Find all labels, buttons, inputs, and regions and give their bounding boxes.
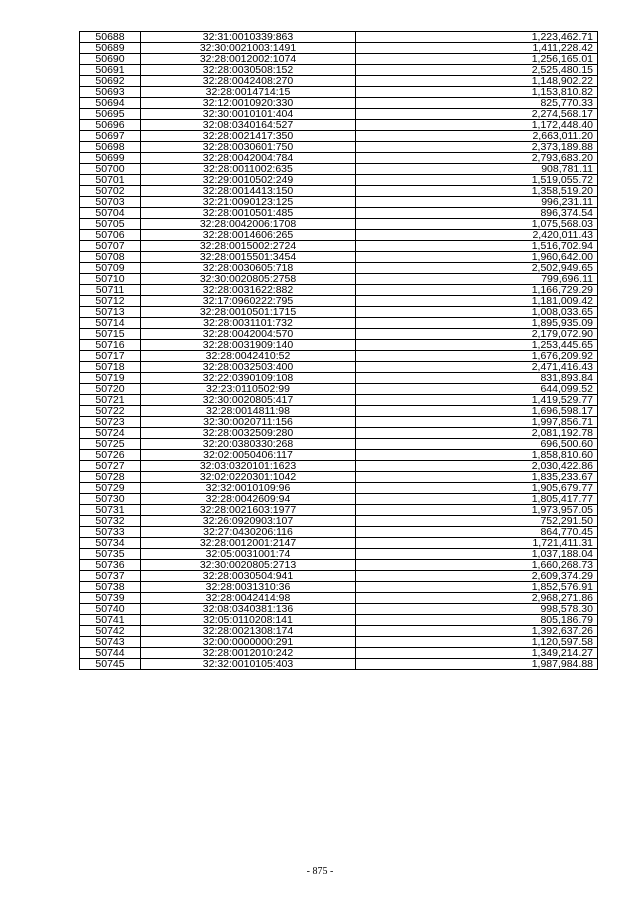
cadastral-number-cell: 32:28:0012002:1074 [141, 54, 356, 65]
cadastral-number-cell: 32:28:0042414:98 [141, 593, 356, 604]
amount-cell: 644,099.52 [356, 384, 598, 395]
cadastral-number-cell: 32:28:0011002:635 [141, 164, 356, 175]
row-number-cell: 50692 [80, 76, 141, 87]
table-row [80, 516, 598, 527]
row-number-cell: 50704 [80, 208, 141, 219]
cadastral-number-cell: 32:28:0015501:3454 [141, 252, 356, 263]
table-row [80, 604, 598, 615]
amount-cell: 2,420,011.43 [356, 230, 598, 241]
row-number-cell: 50701 [80, 175, 141, 186]
table-row [80, 186, 598, 197]
amount-cell: 1,519,055.72 [356, 175, 598, 186]
cadastral-number-cell: 32:28:0032503:400 [141, 362, 356, 373]
cadastral-number-cell: 32:28:0030504:941 [141, 571, 356, 582]
row-number-cell: 50693 [80, 87, 141, 98]
row-number-cell: 50728 [80, 472, 141, 483]
cadastral-number-cell: 32:05:0031001:74 [141, 549, 356, 560]
amount-cell: 799,696.11 [356, 274, 598, 285]
cadastral-number-cell: 32:30:0010101:404 [141, 109, 356, 120]
cadastral-number-cell: 32:28:0030508:152 [141, 65, 356, 76]
cadastral-number-cell: 32:28:0030605:718 [141, 263, 356, 274]
table-row [80, 274, 598, 285]
amount-cell: 1,120,597.58 [356, 637, 598, 648]
amount-cell: 896,374.54 [356, 208, 598, 219]
amount-cell: 2,793,683.20 [356, 153, 598, 164]
row-number-cell: 50694 [80, 98, 141, 109]
cadastral-number-cell: 32:20:0380330:268 [141, 439, 356, 450]
amount-cell: 1,392,637.26 [356, 626, 598, 637]
cadastral-number-cell: 32:28:0014811:98 [141, 406, 356, 417]
row-number-cell: 50710 [80, 274, 141, 285]
row-number-cell: 50713 [80, 307, 141, 318]
table-row [80, 263, 598, 274]
table-row [80, 417, 598, 428]
amount-cell: 1,148,902.22 [356, 76, 598, 87]
amount-cell: 1,172,448.40 [356, 120, 598, 131]
cadastral-number-cell: 32:28:0031101:732 [141, 318, 356, 329]
table-row [80, 252, 598, 263]
table-row [80, 549, 598, 560]
table-row [80, 131, 598, 142]
cadastral-number-cell: 32:28:0031622:882 [141, 285, 356, 296]
row-number-cell: 50707 [80, 241, 141, 252]
cadastral-number-cell: 32:28:0010501:485 [141, 208, 356, 219]
table-row [80, 230, 598, 241]
amount-cell: 1,721,411.31 [356, 538, 598, 549]
row-number-cell: 50703 [80, 197, 141, 208]
amount-cell: 2,525,480.15 [356, 65, 598, 76]
table-row [80, 164, 598, 175]
cadastral-number-cell: 32:28:0014714:15 [141, 87, 356, 98]
amount-cell: 1,973,957.05 [356, 505, 598, 516]
cadastral-number-cell: 32:22:0390109:108 [141, 373, 356, 384]
table-row [80, 98, 598, 109]
row-number-cell: 50737 [80, 571, 141, 582]
amount-cell: 1,349,214.27 [356, 648, 598, 659]
row-number-cell: 50715 [80, 329, 141, 340]
table-row [80, 483, 598, 494]
row-number-cell: 50690 [80, 54, 141, 65]
table-row [80, 241, 598, 252]
table-row [80, 406, 598, 417]
amount-cell: 1,852,576.91 [356, 582, 598, 593]
table-row [80, 439, 598, 450]
amount-cell: 1,037,188.04 [356, 549, 598, 560]
table-row [80, 593, 598, 604]
row-number-cell: 50733 [80, 527, 141, 538]
amount-cell: 1,181,009.42 [356, 296, 598, 307]
cadastral-number-cell: 32:28:0021308:174 [141, 626, 356, 637]
amount-cell: 1,895,935.09 [356, 318, 598, 329]
cadastral-number-cell: 32:28:0042408:270 [141, 76, 356, 87]
cadastral-number-cell: 32:28:0042006:1708 [141, 219, 356, 230]
amount-cell: 1,696,598.17 [356, 406, 598, 417]
cadastral-number-cell: 32:30:0021003:1491 [141, 43, 356, 54]
cadastral-number-cell: 32:28:0042609:94 [141, 494, 356, 505]
table-row [80, 538, 598, 549]
row-number-cell: 50727 [80, 461, 141, 472]
table-body [80, 32, 598, 670]
amount-cell: 2,373,189.88 [356, 142, 598, 153]
row-number-cell: 50724 [80, 428, 141, 439]
row-number-cell: 50735 [80, 549, 141, 560]
cadastral-number-cell: 32:31:0010339:863 [141, 32, 356, 43]
row-number-cell: 50705 [80, 219, 141, 230]
row-number-cell: 50741 [80, 615, 141, 626]
amount-cell: 1,411,228.42 [356, 43, 598, 54]
amount-cell: 2,609,374.29 [356, 571, 598, 582]
amount-cell: 752,291.50 [356, 516, 598, 527]
row-number-cell: 50691 [80, 65, 141, 76]
amount-cell: 2,663,011.20 [356, 131, 598, 142]
table-row [80, 175, 598, 186]
row-number-cell: 50738 [80, 582, 141, 593]
table-row [80, 384, 598, 395]
amount-cell: 805,186.79 [356, 615, 598, 626]
amount-cell: 1,253,445.65 [356, 340, 598, 351]
table-row [80, 76, 598, 87]
row-number-cell: 50734 [80, 538, 141, 549]
row-number-cell: 50721 [80, 395, 141, 406]
cadastral-number-cell: 32:28:0031310:36 [141, 582, 356, 593]
cadastral-number-cell: 32:28:0010501:1715 [141, 307, 356, 318]
row-number-cell: 50697 [80, 131, 141, 142]
cadastral-number-cell: 32:28:0021417:350 [141, 131, 356, 142]
table-row [80, 153, 598, 164]
amount-cell: 2,179,072.90 [356, 329, 598, 340]
table-row [80, 307, 598, 318]
row-number-cell: 50712 [80, 296, 141, 307]
row-number-cell: 50702 [80, 186, 141, 197]
cadastral-number-cell: 32:32:0010109:96 [141, 483, 356, 494]
amount-cell: 1,153,810.82 [356, 87, 598, 98]
cadastral-number-cell: 32:28:0031909:140 [141, 340, 356, 351]
table-row [80, 615, 598, 626]
amount-cell: 1,987,984.88 [356, 659, 598, 670]
table-row [80, 219, 598, 230]
row-number-cell: 50739 [80, 593, 141, 604]
amount-cell: 1,516,702.94 [356, 241, 598, 252]
cadastral-number-cell: 32:28:0042004:784 [141, 153, 356, 164]
table-row [80, 560, 598, 571]
table-row [80, 527, 598, 538]
table-row [80, 637, 598, 648]
row-number-cell: 50714 [80, 318, 141, 329]
cadastral-number-cell: 32:08:0340164:527 [141, 120, 356, 131]
cadastral-number-cell: 32:30:0020805:2758 [141, 274, 356, 285]
row-number-cell: 50743 [80, 637, 141, 648]
amount-cell: 1,166,729.29 [356, 285, 598, 296]
row-number-cell: 50695 [80, 109, 141, 120]
cadastral-number-cell: 32:02:0220301:1042 [141, 472, 356, 483]
amount-cell: 1,256,165.01 [356, 54, 598, 65]
table-row [80, 285, 598, 296]
amount-cell: 998,578.30 [356, 604, 598, 615]
amount-cell: 831,893.84 [356, 373, 598, 384]
cadastral-number-cell: 32:28:0032509:280 [141, 428, 356, 439]
row-number-cell: 50718 [80, 362, 141, 373]
cadastral-number-cell: 32:28:0042004:570 [141, 329, 356, 340]
cadastral-number-cell: 32:12:0010920:330 [141, 98, 356, 109]
row-number-cell: 50720 [80, 384, 141, 395]
row-number-cell: 50699 [80, 153, 141, 164]
cadastral-number-cell: 32:28:0014413:150 [141, 186, 356, 197]
row-number-cell: 50711 [80, 285, 141, 296]
table-row [80, 296, 598, 307]
table-row [80, 362, 598, 373]
cadastral-number-cell: 32:30:0020805:417 [141, 395, 356, 406]
cadastral-number-cell: 32:28:0012001:2147 [141, 538, 356, 549]
amount-cell: 696,500.60 [356, 439, 598, 450]
cadastral-number-cell: 32:28:0012010:242 [141, 648, 356, 659]
row-number-cell: 50709 [80, 263, 141, 274]
table-row [80, 43, 598, 54]
table-row [80, 329, 598, 340]
amount-cell: 2,502,949.65 [356, 263, 598, 274]
amount-cell: 1,835,233.67 [356, 472, 598, 483]
cadastral-number-cell: 32:17:0960222:795 [141, 296, 356, 307]
amount-cell: 996,231.11 [356, 197, 598, 208]
row-number-cell: 50706 [80, 230, 141, 241]
table-row [80, 351, 598, 362]
amount-cell: 908,781.11 [356, 164, 598, 175]
cadastral-number-cell: 32:28:0030601:750 [141, 142, 356, 153]
cadastral-number-cell: 32:23:0110502:99 [141, 384, 356, 395]
table-row [80, 120, 598, 131]
row-number-cell: 50744 [80, 648, 141, 659]
cadastral-number-cell: 32:28:0015002:2724 [141, 241, 356, 252]
row-number-cell: 50708 [80, 252, 141, 263]
row-number-cell: 50736 [80, 560, 141, 571]
row-number-cell: 50698 [80, 142, 141, 153]
amount-cell: 1,223,462.71 [356, 32, 598, 43]
amount-cell: 2,968,271.86 [356, 593, 598, 604]
row-number-cell: 50716 [80, 340, 141, 351]
amount-cell: 1,960,642.00 [356, 252, 598, 263]
cadastral-number-cell: 32:30:0020711:156 [141, 417, 356, 428]
row-number-cell: 50726 [80, 450, 141, 461]
table-row [80, 626, 598, 637]
row-number-cell: 50696 [80, 120, 141, 131]
table-row [80, 428, 598, 439]
cadastral-number-cell: 32:28:0042410:52 [141, 351, 356, 362]
cadastral-number-cell: 32:27:0430206:116 [141, 527, 356, 538]
amount-cell: 1,858,810.60 [356, 450, 598, 461]
table-row [80, 87, 598, 98]
table-row [80, 197, 598, 208]
row-number-cell: 50729 [80, 483, 141, 494]
amount-cell: 2,030,422.86 [356, 461, 598, 472]
amount-cell: 1,997,856.71 [356, 417, 598, 428]
table-row [80, 373, 598, 384]
table-row [80, 142, 598, 153]
data-table [79, 31, 598, 670]
page-number: - 875 - [306, 866, 334, 877]
amount-cell: 2,274,568.17 [356, 109, 598, 120]
table-row [80, 648, 598, 659]
table-row [80, 505, 598, 516]
amount-cell: 864,770.45 [356, 527, 598, 538]
table-row [80, 461, 598, 472]
row-number-cell: 50719 [80, 373, 141, 384]
cadastral-number-cell: 32:02:0050406:117 [141, 450, 356, 461]
row-number-cell: 50722 [80, 406, 141, 417]
cadastral-number-cell: 32:05:0110208:141 [141, 615, 356, 626]
table-row [80, 65, 598, 76]
cadastral-number-cell: 32:21:0090123:125 [141, 197, 356, 208]
table-row [80, 395, 598, 406]
cadastral-number-cell: 32:30:0020805:2713 [141, 560, 356, 571]
amount-cell: 1,905,679.77 [356, 483, 598, 494]
table-row [80, 659, 598, 670]
row-number-cell: 50740 [80, 604, 141, 615]
row-number-cell: 50732 [80, 516, 141, 527]
table-row [80, 571, 598, 582]
row-number-cell: 50700 [80, 164, 141, 175]
row-number-cell: 50717 [80, 351, 141, 362]
amount-cell: 1,660,268.73 [356, 560, 598, 571]
row-number-cell: 50689 [80, 43, 141, 54]
amount-cell: 1,805,417.77 [356, 494, 598, 505]
table-row [80, 318, 598, 329]
cadastral-number-cell: 32:26:0920903:107 [141, 516, 356, 527]
table-row [80, 472, 598, 483]
table-row [80, 54, 598, 65]
table-row [80, 32, 598, 43]
table-row [80, 494, 598, 505]
row-number-cell: 50723 [80, 417, 141, 428]
amount-cell: 2,081,192.78 [356, 428, 598, 439]
amount-cell: 1,358,519.20 [356, 186, 598, 197]
table-row [80, 582, 598, 593]
cadastral-number-cell: 32:00:0000000:291 [141, 637, 356, 648]
amount-cell: 825,770.33 [356, 98, 598, 109]
row-number-cell: 50742 [80, 626, 141, 637]
amount-cell: 1,008,033.65 [356, 307, 598, 318]
row-number-cell: 50725 [80, 439, 141, 450]
amount-cell: 1,419,529.77 [356, 395, 598, 406]
cadastral-number-cell: 32:03:0320101:1623 [141, 461, 356, 472]
row-number-cell: 50730 [80, 494, 141, 505]
cadastral-number-cell: 32:29:0010502:249 [141, 175, 356, 186]
cadastral-number-cell: 32:32:0010105:403 [141, 659, 356, 670]
cadastral-number-cell: 32:28:0021603:1977 [141, 505, 356, 516]
amount-cell: 1,676,209.92 [356, 351, 598, 362]
table-row [80, 109, 598, 120]
row-number-cell: 50731 [80, 505, 141, 516]
amount-cell: 1,075,568.03 [356, 219, 598, 230]
amount-cell: 2,471,416.43 [356, 362, 598, 373]
cadastral-number-cell: 32:28:0014606:265 [141, 230, 356, 241]
row-number-cell: 50688 [80, 32, 141, 43]
cadastral-number-cell: 32:08:0340381:136 [141, 604, 356, 615]
table-row [80, 450, 598, 461]
row-number-cell: 50745 [80, 659, 141, 670]
table-row [80, 208, 598, 219]
table-row [80, 340, 598, 351]
